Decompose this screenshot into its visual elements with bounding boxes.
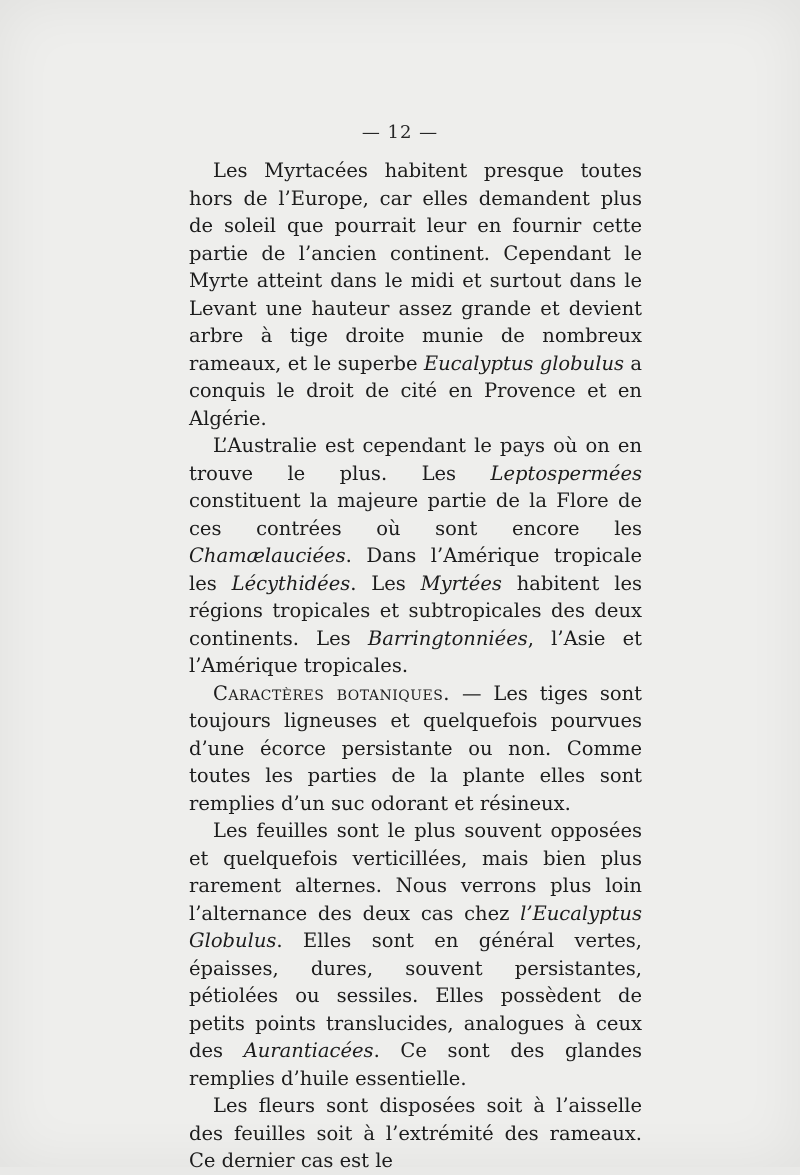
italic-term: Chamælauciées — [189, 544, 346, 567]
section-heading: Caractères botaniques. — [213, 681, 451, 705]
text-segment: , l’Asie et l’Amérique tropicales. — [189, 626, 642, 677]
text-segment: a conquis le droit de cité en Provence et en Algérie. — [189, 351, 642, 430]
text-segment: Les feuilles sont le plus souvent opposées et quelquefois verticillées, mais bien plus rarement alternes. Nous verrons plus loin l’alternance des deux cas chez — [189, 819, 642, 925]
paragraph-1 — [189, 157, 642, 432]
text-segment: — Les tiges sont toujours ligneuses et quelquefois pourvues d’une écorce persistante ou non. Comme toutes les parties de la plante elles sont remplies d’un suc odorant et résineux. — [189, 681, 642, 815]
italic-term: Eucalyptus globulus — [423, 351, 625, 375]
body-text — [189, 157, 642, 1175]
italic-term: Lécythidées — [231, 571, 351, 595]
paragraph-2 — [189, 432, 642, 680]
page-number: — 12 — — [361, 122, 439, 143]
paragraph-5 — [189, 1092, 642, 1175]
text-segment: habitent les régions tropicales et subtropicales des deux continents. Les — [189, 571, 643, 650]
italic-term: Aurantiacées — [243, 1039, 374, 1062]
paragraph-4 — [189, 817, 642, 1092]
text-segment: L’Australie est cependant le pays où on en trouve le plus. Les — [189, 434, 642, 485]
text-segment: . Dans l’Amérique tropicale les — [189, 544, 642, 595]
text-segment: constituent la majeure partie de la Flore de ces contrées où sont encore les — [189, 489, 642, 540]
italic-term: l’Eucalyptus Globulus — [189, 901, 642, 952]
text-segment: Les fleurs sont disposées soit à l’aisselle des feuilles soit à l’extrémité des rameaux. Ce dernier cas est le — [189, 1094, 642, 1172]
text-segment: . Les — [350, 571, 421, 595]
italic-term: Myrtées — [420, 571, 502, 595]
paragraph-3 — [189, 680, 642, 818]
italic-term: Leptospermées — [490, 461, 642, 485]
text-segment: . Elles sont en général vertes, épaisses, dures, souvent persistantes, pétiolées ou sessiles. Elles possèdent de petits points translucides, analogues à ceux des — [189, 929, 642, 1062]
italic-term: Barringtonniées — [367, 626, 528, 650]
text-segment: Les Myrtacées habitent presque toutes hors de l’Europe, car elles demandent plus de soleil que pourrait leur en fournir cette partie de l’ancien continent. Cependant le Myrte atteint dans le midi et surtout dans le Levant une hauteur assez grande et devient arbre à tige droite munie de nombreux rameaux, et le superbe — [189, 159, 642, 375]
text-segment: . Ce sont des glandes remplies d’huile essentielle. — [189, 1039, 642, 1090]
